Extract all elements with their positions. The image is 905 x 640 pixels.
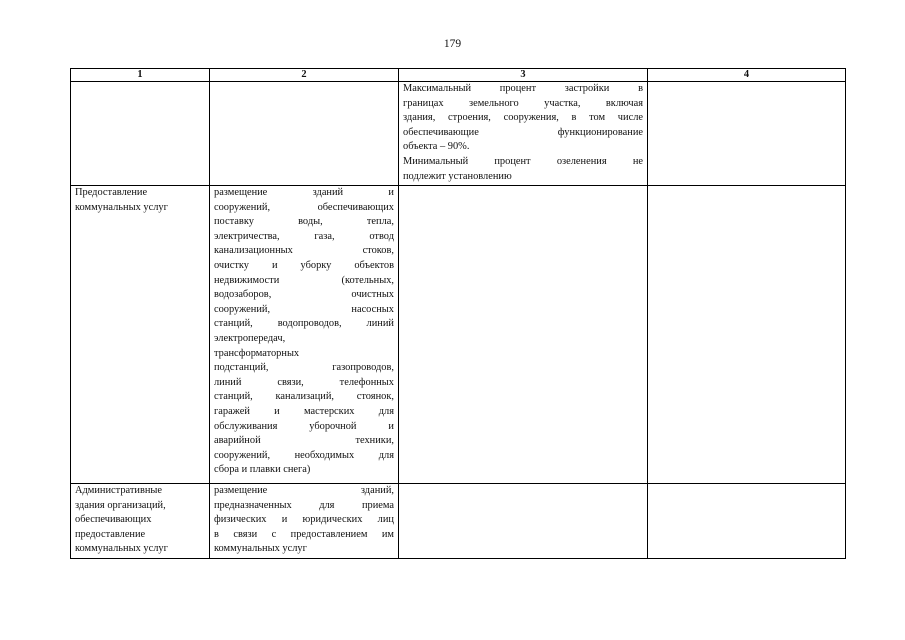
table-row <box>71 484 846 559</box>
page-number: 179 <box>443 38 462 50</box>
row2-col4-cell <box>648 186 846 484</box>
row1-col2-cell <box>210 82 399 186</box>
text-line: обслуживания уборочной и <box>214 420 394 432</box>
text-line: предоставление <box>75 528 146 540</box>
text-line: размещение зданий и <box>214 187 394 198</box>
text-line: здания организаций, <box>75 499 166 511</box>
row1-col4-cell <box>648 82 846 186</box>
text-line: Минимальный процент озеленения не <box>403 155 643 167</box>
text-line: линий связи, телефонных <box>214 376 394 388</box>
text-line: сбора и плавки снега) <box>214 464 311 476</box>
text-line: предназначенных для приема <box>214 499 394 511</box>
text-line: Административные <box>75 485 163 496</box>
regulations-table <box>70 68 846 559</box>
table-row <box>71 186 846 484</box>
text-line: размещение зданий, <box>214 485 394 496</box>
text-line: объекта – 90%. <box>403 141 470 153</box>
row3-col3-cell <box>399 484 648 559</box>
text-line: электропередач, <box>214 332 286 344</box>
header-col-3: 3 <box>399 69 648 82</box>
text-line: физических и юридических лиц <box>214 514 394 526</box>
text-line: аварийной техники, <box>214 435 394 447</box>
text-line: станций, канализаций, стоянок, <box>214 391 394 403</box>
text-line: Предоставление <box>75 187 148 198</box>
text-line: недвижимости (котельных, <box>214 274 394 286</box>
text-line: обеспечивающие функционирование <box>403 126 643 138</box>
text-line: подлежит установлению <box>403 170 512 182</box>
text-line: в связи с предоставлением им <box>214 528 394 540</box>
text-line: обеспечивающих <box>75 514 152 526</box>
text-line: станций, водопроводов, линий <box>214 318 394 330</box>
text-line: сооружений, обеспечивающих <box>214 201 394 213</box>
text-line: коммунальных услуг <box>75 201 168 213</box>
text-line: сооружений, необходимых для <box>214 449 394 461</box>
text-line: электричества, газа, отвод <box>214 230 394 242</box>
row2-col1-cell <box>71 186 210 484</box>
row2-col2-cell <box>210 186 399 484</box>
text-line: канализационных стоков, <box>214 245 394 257</box>
text-line: поставку воды, тепла, <box>214 216 394 228</box>
text-line: коммунальных услуг <box>214 543 307 555</box>
text-line: Максимальный процент застройки в <box>403 83 643 94</box>
text-line: водозаборов, очистных <box>214 289 394 301</box>
row3-col2-cell <box>210 484 399 559</box>
text-line: границах земельного участка, включая <box>403 97 643 109</box>
row1-col3-cell <box>399 82 648 186</box>
text-line: подстанций, газопроводов, <box>214 362 394 374</box>
header-col-4: 4 <box>648 69 846 82</box>
row3-col4-cell <box>648 484 846 559</box>
text-line: очистку и уборку объектов <box>214 259 394 271</box>
row2-col3-cell <box>399 186 648 484</box>
header-col-2: 2 <box>210 69 399 82</box>
table-row <box>71 82 846 186</box>
text-line: сооружений, насосных <box>214 303 394 315</box>
table-header-row <box>71 69 846 82</box>
row3-col1-cell <box>71 484 210 559</box>
header-col-1: 1 <box>71 69 210 82</box>
text-line: коммунальных услуг <box>75 543 168 555</box>
row1-col1-cell <box>71 82 210 186</box>
text-line: гаражей и мастерских для <box>214 405 394 417</box>
text-line: трансформаторных <box>214 347 300 359</box>
text-line: здания, строения, сооружения, в том числе <box>403 112 643 124</box>
